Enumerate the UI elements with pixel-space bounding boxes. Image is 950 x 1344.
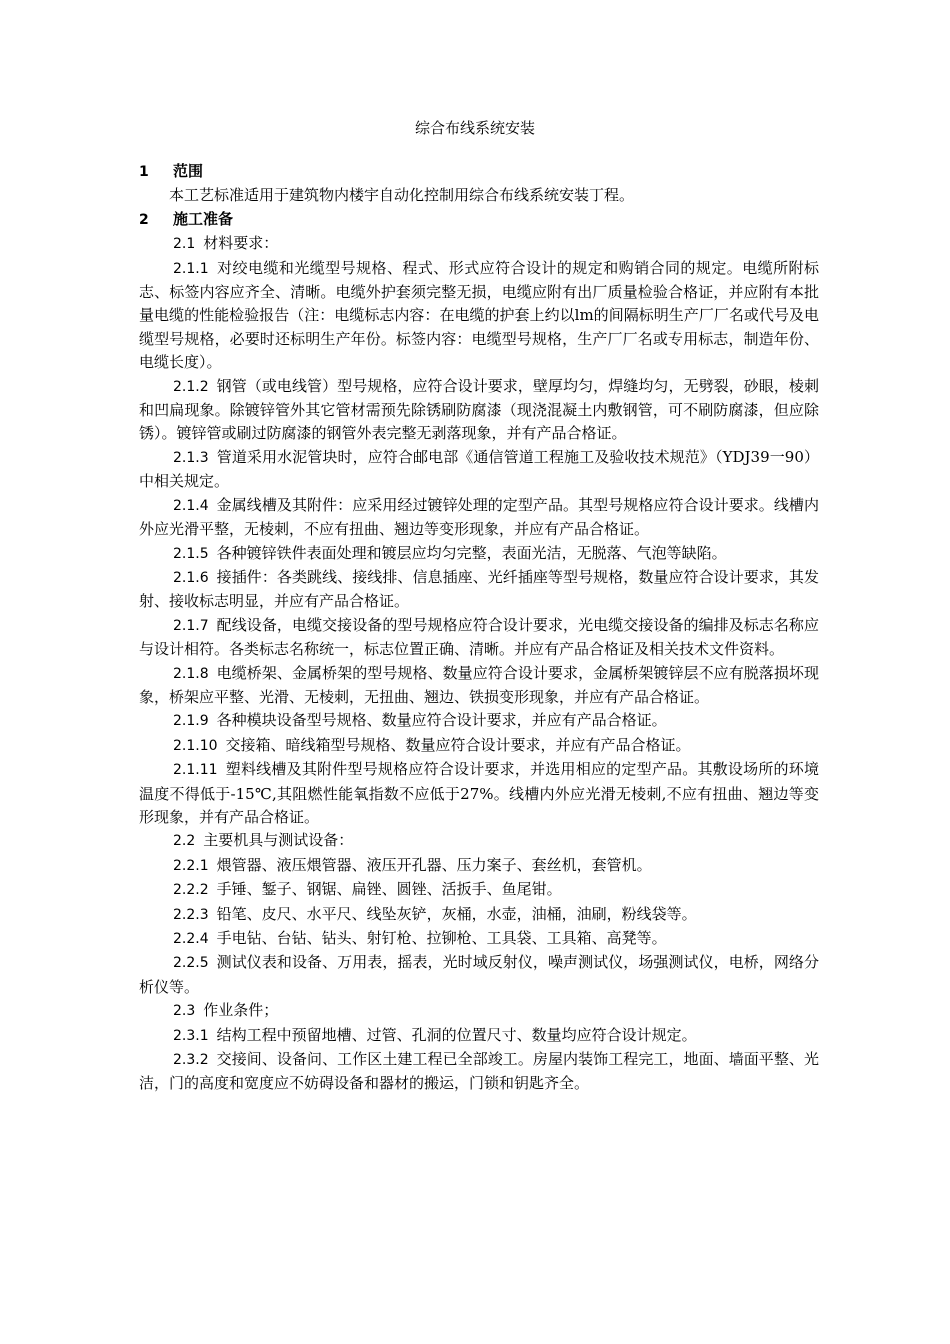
paragraph	[139, 542, 819, 566]
paragraph-text: 交接间、设备问、工作区土建工程已全部竣工。房屋内装饰工程完工，地面、墙面平整、光洁，门的高度和宽度应不妨碍设备和器材的搬运，门锁和钥匙齐全。	[139, 1050, 819, 1093]
paragraph-text: 作业条件；	[203, 1001, 279, 1020]
paragraph-text: 铅笔、皮尺、水平尺、线坠灰铲，灰桶，水壶，油桶，油刷，粉线袋等。	[216, 904, 697, 923]
clause-number: 2.1.11	[173, 762, 218, 779]
paragraph-text: 各种模块设备型号规格、数量应符合设计要求，并应有产品合格证。	[216, 711, 667, 730]
paragraph-text: 结构工程中预留地槽、过管、孔洞的位置尺寸、数量均应符合设计规定。	[216, 1025, 697, 1044]
paragraph-text: 金属线槽及其附件：应采用经过镀锌处理的定型产品。其型号规格应符合设计要求。线槽内外应光滑平整，无棱刺，不应有扭曲、翘边等变形现象，并应有产品合格证。	[139, 495, 819, 539]
paragraph	[139, 1024, 819, 1048]
paragraph	[139, 184, 819, 207]
paragraph-text: 手锤、錾子、钢锯、扁锉、圆锉、活扳手、鱼尾钳。	[216, 880, 562, 899]
paragraph	[139, 662, 819, 710]
paragraph	[139, 829, 819, 853]
paragraph-text: 对绞电缆和光缆型号规格、程式、形式应符合设计的规定和购销合同的规定。电缆所附标志、标签内容应齐全、清晰。电缆外护套须完整无损，电缆应附有出厂质量检验合格证，并应附有本批量电缆的性能检验报告（注：电缆标志内容：在电缆的护套上约以lm的间隔标明生产厂厂名或代号及电缆型号规格，必要时还标明生产年份。标签内容：电缆型号规格，生产厂厂名或专用标志，制造年份、电缆长度）。	[139, 258, 819, 372]
section-number: 1	[139, 164, 149, 180]
document-title: 综合布线系统安装	[414, 119, 535, 137]
paragraph	[139, 758, 819, 829]
paragraph-text: 接插件：各类跳线、接线排、信息插座、光纤插座等型号规格，数量应符合设计要求，其发射、接收标志明显，并应有产品合格证。	[139, 567, 819, 611]
section-heading	[139, 160, 819, 184]
clause-number: 2.2.5	[173, 955, 209, 972]
paragraph-text: 测试仪表和设备、万用表，摇表，光时域反射仪，噪声测试仪，场强测试仪，电桥，网络分析仪等。	[139, 953, 819, 996]
clause-number: 2.1.10	[173, 737, 218, 754]
paragraph	[139, 494, 819, 542]
paragraph	[139, 375, 819, 446]
paragraph	[139, 446, 819, 494]
paragraph-text: 交接箱、暗线箱型号规格、数量应符合设计要求，并应有产品合格证。	[225, 735, 691, 754]
paragraph	[139, 232, 819, 256]
clause-number: 2.3	[173, 1003, 196, 1020]
paragraph	[139, 878, 819, 902]
paragraph-text: 材料要求：	[203, 234, 279, 253]
clause-number: 2.1.3	[173, 449, 209, 466]
paragraph-text: 塑料线槽及其附件型号规格应符合设计要求，并选用相应的定型产品。其敷设场所的环境温度不得低于-15℃,其阻燃性能氧指数不应低于27%。线槽内外应光滑无棱刺,不应有扭曲、翘边等变形现象，并有产品合格证。	[139, 760, 819, 826]
clause-number: 2.1.5	[173, 545, 209, 562]
paragraph	[139, 927, 819, 951]
clause-number: 2.1.2	[173, 378, 209, 395]
paragraph-text: 本工艺标准适用于建筑物内楼宇自动化控制用综合布线系统安装丁程。	[169, 186, 635, 205]
section-number: 2	[139, 211, 149, 228]
paragraph-text: 手电钻、台钻、钻头、射钉枪、拉铆枪、工具袋、工具箱、高凳等。	[216, 929, 667, 947]
section-heading-text: 施工准备	[173, 209, 234, 228]
document-body	[139, 160, 819, 1096]
paragraph	[139, 257, 819, 375]
paragraph-text: 钢管（或电线管）型号规格，应符合设计要求，壁厚均匀，焊缝均匀，无劈裂，砂眼，棱刺和凹扁现象。除镀锌管外其它管材需预先除锈刷防腐漆（现浇混凝土内敷钢管，可不刷防腐漆，但应除锈）。镀锌管或刷过防腐漆的钢管外表完整无剥落现象，并有产品合格证。	[139, 376, 819, 443]
paragraph-text: 电缆桥架、金属桥架的型号规格、数量应符合设计要求，金属桥架镀锌层不应有脱落损坏现象，桥架应平整、光滑、无棱刺，无扭曲、翘边、铁损变形现象，并应有产品合格证。	[139, 663, 819, 706]
section-heading	[139, 208, 819, 232]
clause-number: 2.1.6	[173, 569, 209, 586]
paragraph	[139, 903, 819, 927]
paragraph	[139, 734, 819, 758]
clause-number: 2.2.3	[173, 906, 209, 923]
paragraph-text: 配线设备，电缆交接设备的型号规格应符合设计要求，光电缆交接设备的编排及标志名称应与设计相符。各类标志名称统一，标志位置正确、清晰。并应有产品合格证及相关技术文件资料。	[139, 615, 819, 659]
clause-number: 2.2.2	[173, 882, 209, 899]
paragraph-text: 主要机具与测试设备：	[203, 831, 354, 850]
paragraph-text: 管道采用水泥管块时，应符合邮电部《通信管道工程施工及验收技术规范》（YDJ39一90）中相关规定。	[139, 447, 819, 491]
paragraph	[139, 614, 819, 662]
clause-number: 2.2.1	[173, 857, 209, 874]
clause-number: 2.1.7	[173, 617, 209, 634]
paragraph-text: 各种镀锌铁件表面处理和镀层应均匀完整，表面光洁，无脱落、气泡等缺陷。	[216, 543, 727, 562]
paragraph	[139, 854, 819, 878]
paragraph	[139, 566, 819, 614]
clause-number: 2.2	[173, 833, 196, 850]
clause-number: 2.1.9	[173, 713, 209, 730]
paragraph	[139, 709, 819, 733]
section-heading-text: 范围	[173, 162, 204, 180]
clause-number: 2.3.1	[173, 1027, 209, 1044]
paragraph	[139, 999, 819, 1023]
paragraph-text: 煨管器、液压煨管器、液压开孔器、压力案子、套丝机，套管机。	[216, 855, 652, 874]
clause-number: 2.2.4	[173, 931, 209, 947]
clause-number: 2.1	[173, 236, 196, 253]
clause-number: 2.3.2	[173, 1052, 209, 1069]
paragraph	[139, 951, 819, 999]
clause-number: 2.1.8	[173, 665, 209, 682]
clause-number: 2.1.4	[173, 497, 209, 514]
paragraph	[139, 1048, 819, 1096]
clause-number: 2.1.1	[173, 260, 209, 277]
